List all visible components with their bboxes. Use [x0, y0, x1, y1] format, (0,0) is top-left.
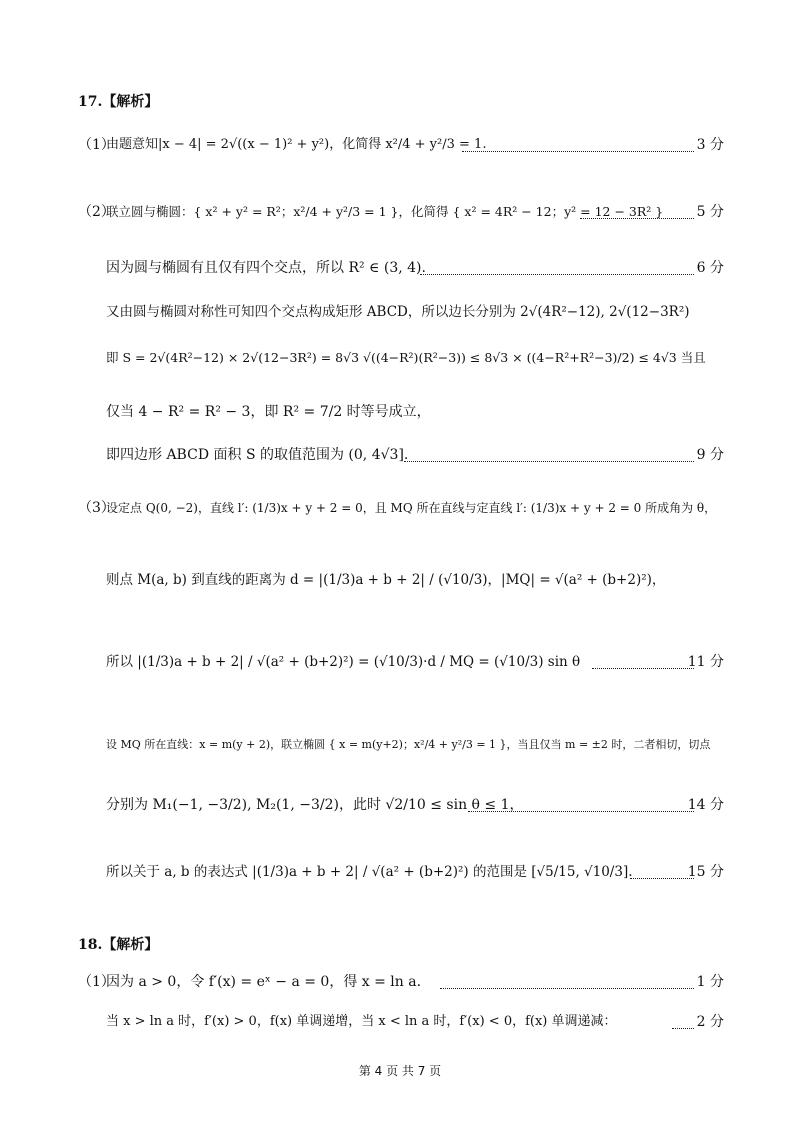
q18-part1-text: 因为 a > 0，令 f′(x) = eˣ − a = 0，得 x = ln a. [106, 974, 422, 990]
q17-part3-line3: 所以 |(1/3)a + b + 2| / √(a² + (b+2)²) = (√10/3)·d / MQ = (√10/3) sin θ [106, 654, 581, 670]
q17-part3-line1: 设定点 Q(0, −2)，直线 l′: (1/3)x + y + 2 = 0，且 MQ 所在直线与定直线 l′: (1/3)x + y + 2 = 0 所成角为 θ， [106, 501, 717, 515]
dotted-leader [404, 461, 694, 462]
dotted-leader [440, 988, 694, 989]
dotted-leader [468, 811, 694, 812]
q17-part1-text: 由题意知|x − 4| = 2√((x − 1)² + y²)，化简得 x²/4 + y²/3 = 1. [106, 137, 487, 152]
dotted-leader [420, 274, 694, 275]
q18-part1-score: 1 分 [696, 974, 724, 990]
q18-part1-line2: 当 x > ln a 时，f′(x) > 0，f(x) 单调递增，当 x < ln a 时，f′(x) < 0，f(x) 单调递减： [106, 1014, 617, 1029]
q17-part2-label: （2） [78, 204, 115, 220]
dotted-leader [592, 668, 694, 669]
q18-part1-label: （1） [78, 974, 115, 990]
dotted-leader [672, 1028, 694, 1029]
q18-heading: 18.【解析】 [78, 937, 159, 953]
q17-part3-line6: 所以关于 a, b 的表达式 |(1/3)a + b + 2| / √(a² + (b+2)²) 的范围是 [√5/15, √10/3]. [106, 864, 633, 880]
q17-part3-line2: 则点 M(a, b) 到直线的距离为 d = |(1/3)a + b + 2| / (√10/3)，|MQ| = √(a² + (b+2)²)， [106, 572, 666, 588]
q17-part2-line2: 因为圆与椭圆有且仅有四个交点，所以 R² ∈ (3, 4). [106, 260, 426, 276]
q17-part3-line3-score: 11 分 [687, 654, 724, 670]
dotted-leader [630, 878, 694, 879]
dotted-leader [462, 151, 694, 152]
q17-part3-line4: 设 MQ 所在直线：x = m(y + 2)，联立椭圆 { x = m(y+2)；x²/4 + y²/3 = 1 }，当且仅当 m = ±2 时，二者相切，切点 [106, 738, 711, 751]
q17-part2-line4: 即 S = 2√(4R²−12) × 2√(12−3R²) = 8√3 √((4−R²)(R²−3)) ≤ 8√3 × ((4−R²+R²−3)/2) ≤ 4√3 当且 [106, 350, 706, 365]
q17-part2-line6: 即四边形 ABCD 面积 S 的取值范围为 (0, 4√3]. [106, 447, 409, 463]
q17-part2-text: 联立圆与椭圆：{ x² + y² = R²；x²/4 + y²/3 = 1 }，化简得 { x² = 4R² − 12；y² = 12 − 3R² } [106, 204, 664, 219]
q17-part1-label: （1） [78, 137, 115, 153]
q17-part3-line5-score: 14 分 [687, 797, 724, 813]
q17-part2-line3: 又由圆与椭圆对称性可知四个交点构成矩形 ABCD，所以边长分别为 2√(4R²−12), 2√(12−3R²) [106, 304, 690, 320]
q17-part1-score: 3 分 [696, 137, 724, 153]
q18-part1-line2-score: 2 分 [696, 1014, 724, 1030]
q17-part3-label: （3） [78, 500, 115, 516]
page-footer: 第 4 页 共 7 页 [358, 1064, 442, 1078]
q17-part2-score: 5 分 [696, 204, 724, 220]
q17-heading: 17.【解析】 [78, 94, 159, 110]
q17-part2-line6-score: 9 分 [696, 447, 724, 463]
q17-part2-line5: 仅当 4 − R² = R² − 3，即 R² = 7/2 时等号成立， [106, 404, 431, 420]
q17-part2-line2-score: 6 分 [696, 260, 724, 276]
dotted-leader [580, 218, 694, 219]
q17-part3-line6-score: 15 分 [687, 864, 724, 880]
q17-part3-line5: 分别为 M₁(−1, −3/2), M₂(1, −3/2)，此时 √2/10 ≤ sin θ ≤ 1， [106, 797, 524, 813]
